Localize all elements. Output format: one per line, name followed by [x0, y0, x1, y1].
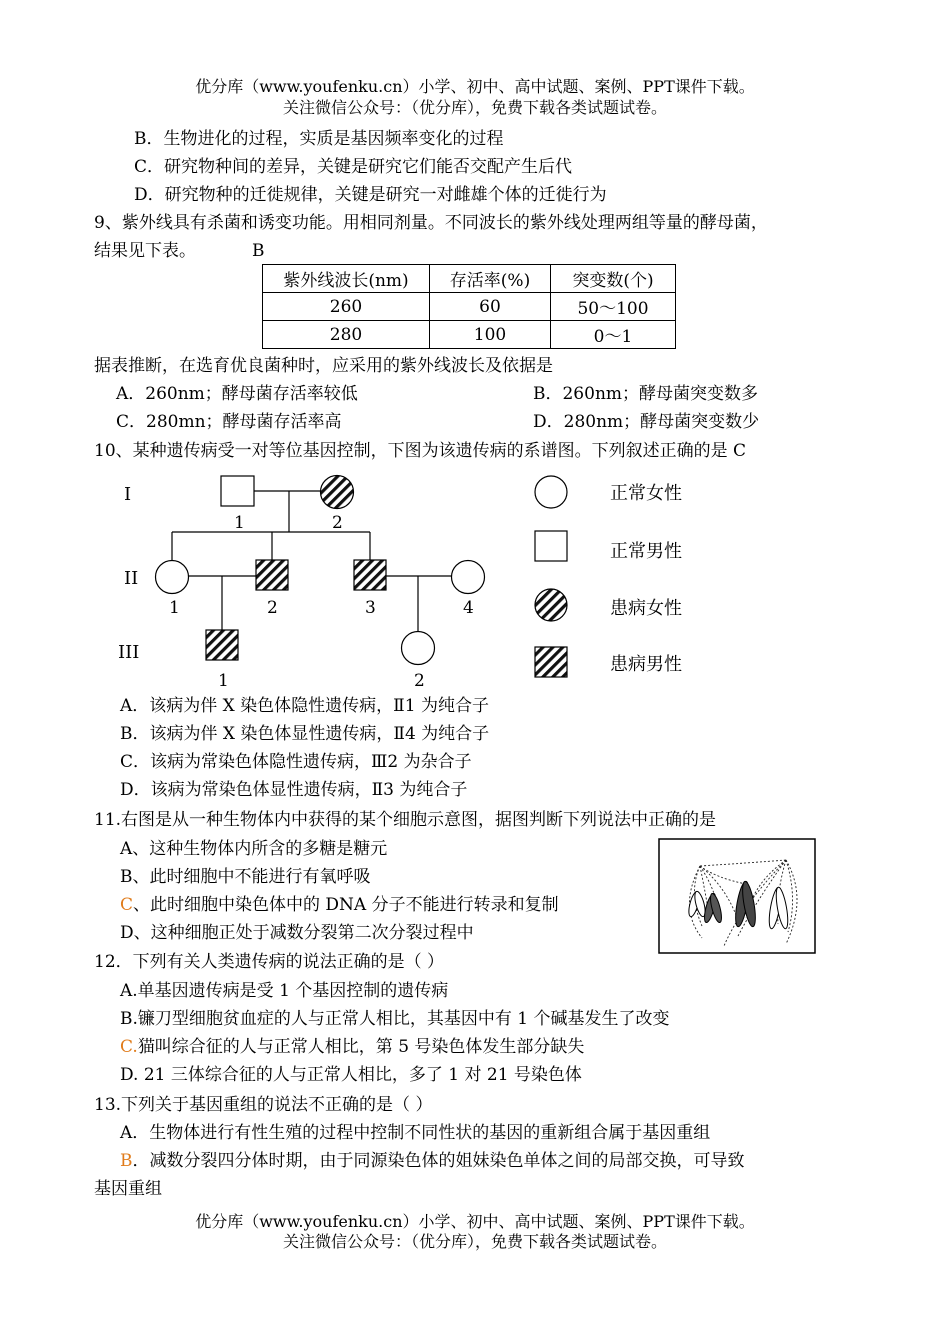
- q9-ask: 据表推断，在选育优良菌种时，应采用的紫外线波长及依据是: [94, 356, 553, 376]
- q12-option-b: B.镰刀型细胞贫血症的人与正常人相比，其基因中有 1 个碱基发生了改变: [120, 1009, 670, 1029]
- q11-option-b: B、此时细胞中不能进行有氧呼吸: [120, 867, 371, 887]
- i1-normal-male: [221, 476, 254, 506]
- q11-option-c-letter: C: [120, 895, 134, 915]
- q11-option-a: A、这种生物体内所含的多糖是糖元: [120, 839, 388, 859]
- q9-stem-line-1: 9、紫外线具有杀菌和诱变功能。用相同剂量。不同波长的紫外线处理两组等量的酵母菌，: [94, 213, 768, 233]
- q8-option-b: B．生物进化的过程，实质是基因频率变化的过程: [134, 129, 504, 149]
- q12-option-c-letter: C.: [120, 1037, 138, 1057]
- legend-normal-male: 正常男性: [610, 541, 682, 562]
- table-cell: 50～100: [551, 293, 676, 321]
- q13-option-b-letter: B: [120, 1151, 133, 1171]
- ii2-affected-male: [256, 560, 288, 590]
- iii1-affected-male: [206, 630, 238, 660]
- q9-option-a: A．260nm；酵母菌存活率较低: [116, 384, 358, 404]
- table-header-cell: 存活率(%): [430, 265, 551, 293]
- q11-option-c-text: 、此时细胞中染色体中的 DNA 分子不能进行转录和复制: [133, 895, 559, 915]
- i2-affected-female: [321, 476, 354, 509]
- q8-option-c: C．研究物种间的差异，关键是研究它们能否交配产生后代: [134, 157, 573, 177]
- header-line-2: 关注微信公众号：（优分库），免费下载各类试题试卷。: [282, 98, 667, 117]
- q12-stem: 12．下列有关人类遗传病的说法正确的是（ ）: [94, 952, 445, 972]
- q9-option-d: D．280nm；酵母菌突变数少: [533, 412, 760, 432]
- q9-option-c: C．280mn；酵母菌存活率高: [116, 412, 342, 432]
- footer-line-2: 关注微信公众号：（优分库），免费下载各类试题试卷。: [282, 1232, 667, 1251]
- q10-stem: 10、某种遗传病受一对等位基因控制，下图为该遗传病的系谱图。下列叙述正确的是 C: [94, 441, 747, 461]
- q11-option-c: [120, 894, 559, 916]
- legend-normal-female-symbol: [535, 476, 567, 508]
- q13-option-a: A．生物体进行有性生殖的过程中控制不同性状的基因的重新组合属于基因重组: [120, 1123, 711, 1143]
- table-header-cell: 突变数(个): [551, 265, 676, 293]
- legend-affected-male: 患病男性: [610, 654, 682, 675]
- ii2-number: 2: [267, 598, 278, 618]
- ii3-number: 3: [365, 598, 376, 618]
- q13-option-b: [120, 1150, 745, 1172]
- iii2-normal-female: [402, 632, 435, 665]
- table-cell: 260: [263, 293, 430, 321]
- table-cell: 60: [430, 293, 551, 321]
- q9-option-b: B．260nm；酵母菌突变数多: [533, 384, 759, 404]
- legend-normal-female: 正常女性: [610, 483, 682, 504]
- cell-diagram: [658, 838, 816, 954]
- gen-label-iii: III: [118, 642, 140, 663]
- q10-option-a: A．该病为伴 X 染色体隐性遗传病，Ⅱ1 为纯合子: [120, 696, 489, 716]
- table-cell: 100: [430, 321, 551, 349]
- legend-normal-male-symbol: [535, 531, 567, 561]
- legend-affected-female-symbol: [535, 589, 567, 621]
- iii2-number: 2: [414, 671, 425, 691]
- footer-line-1: 优分库（www.youfenku.cn）小学、初中、高中试题、案例、PPT课件下载。: [195, 1212, 755, 1231]
- q13-option-b-text: ．减数分裂四分体时期，由于同源染色体的姐妹染色单体之间的局部交换，可导致: [132, 1151, 745, 1171]
- table-cell: 0～1: [551, 321, 676, 349]
- i1-number: 1: [234, 513, 245, 533]
- q10-option-c: C．该病为常染色体隐性遗传病，Ⅲ2 为杂合子: [120, 752, 472, 772]
- iii1-number: 1: [218, 671, 229, 691]
- q12-option-d: D. 21 三体综合征的人与正常人相比，多了 1 对 21 号染色体: [120, 1065, 582, 1085]
- q9-stem-line-2: 结果见下表。: [94, 241, 196, 261]
- ii4-normal-female: [452, 561, 485, 594]
- q8-option-d: D．研究物种的迁徙规律，关键是研究一对雌雄个体的迁徙行为: [134, 185, 607, 205]
- q13-stem: 13.下列关于基因重组的说法不正确的是（ ）: [94, 1095, 433, 1115]
- ii4-number: 4: [463, 598, 474, 618]
- legend-affected-male-symbol: [535, 647, 567, 677]
- q9-answer: B: [252, 241, 265, 261]
- table-header-cell: 紫外线波长(nm): [263, 265, 430, 293]
- q10-option-d: D．该病为常染色体显性遗传病，Ⅱ3 为纯合子: [120, 780, 468, 800]
- q12-option-c: [120, 1036, 584, 1058]
- legend-affected-female: 患病女性: [610, 598, 682, 619]
- q10-option-b: B．该病为伴 X 染色体显性遗传病，Ⅱ4 为纯合子: [120, 724, 490, 744]
- q11-stem: 11.右图是从一种生物体内中获得的某个细胞示意图，据图判断下列说法中正确的是: [94, 810, 717, 830]
- gen-label-i: I: [124, 484, 132, 505]
- i2-number: 2: [332, 513, 343, 533]
- q12-option-c-text: 猫叫综合征的人与正常人相比，第 5 号染色体发生部分缺失: [137, 1037, 585, 1057]
- q13-option-b-continued: 基因重组: [94, 1179, 162, 1199]
- header-line-1: 优分库（www.youfenku.cn）小学、初中、高中试题、案例、PPT课件下载。: [195, 77, 755, 96]
- ii3-affected-male: [354, 560, 386, 590]
- ii1-number: 1: [169, 598, 180, 618]
- table-cell: 280: [263, 321, 430, 349]
- q11-option-d: D、这种细胞正处于减数分裂第二次分裂过程中: [120, 923, 474, 943]
- gen-label-ii: II: [124, 568, 139, 589]
- q12-option-a: A.单基因遗传病是受 1 个基因控制的遗传病: [120, 981, 449, 1001]
- ii1-normal-female: [156, 561, 189, 594]
